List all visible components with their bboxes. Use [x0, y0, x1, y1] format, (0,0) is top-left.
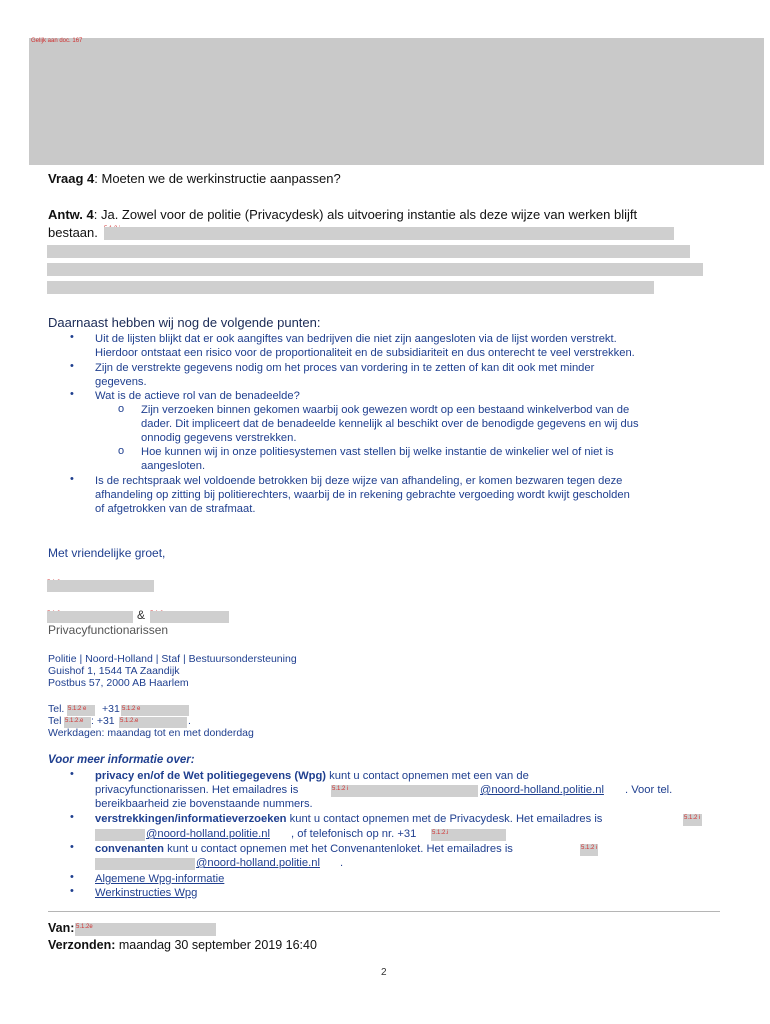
- bullet-3-line-1: Wat is de actieve rol van de benadeelde?: [95, 390, 300, 402]
- sub-bullet-2-line-2: aangesloten.: [141, 460, 206, 472]
- info-b1-line1: [95, 769, 529, 783]
- info-b2-bold: verstrekkingen/informatieverzoeken: [95, 813, 287, 825]
- top-redaction-label: Gelijk aan doc. 167: [31, 38, 83, 44]
- question-label: Vraag 4: [48, 171, 95, 186]
- answer-redaction-2: [47, 245, 690, 258]
- sig-tel2-code2: 5.1.2.e: [120, 718, 139, 724]
- bullet-4-line-1: Is de rechtspraak wel voldoende betrokken bij deze wijze van afhandeling, er komen bezwaren tegen deze: [95, 475, 623, 487]
- sig-role: Privacyfunctionarissen: [48, 623, 169, 637]
- answer-4-line2: bestaan.: [48, 225, 98, 240]
- page-number: 2: [381, 967, 387, 978]
- top-redaction-block: [29, 38, 764, 165]
- bullet-4-line-3: of afgetrokken van de strafmaat.: [95, 503, 256, 515]
- email-sent-label: Verzonden:: [48, 938, 116, 952]
- sub-bullet-circle: o: [118, 403, 125, 415]
- sig-tel1-code2: 5.1.2 e: [122, 706, 141, 712]
- sig-name-redaction: [47, 580, 154, 592]
- info-b1-code: 5.1.2 i: [332, 786, 349, 792]
- info-b2-email-link[interactable]: @noord-holland.politie.nl: [146, 828, 270, 840]
- email-sent: [48, 938, 317, 952]
- wpg-info-link[interactable]: Algemene Wpg-informatie: [95, 873, 225, 885]
- sig-tel2-prefix: : +31: [91, 715, 115, 727]
- answer-text-1: : Ja. Zowel voor de politie (Privacydesk) als uitvoering instantie als deze wijze van werken blijft: [93, 207, 638, 222]
- info-b3-redaction-2: [95, 858, 195, 870]
- answer-label: Antw. 4: [48, 207, 94, 222]
- info-b3-line1: [95, 842, 513, 856]
- sub-bullet-1-line-1: Zijn verzoeken binnen gekomen waarbij ook gewezen wordt op een bestaand winkelverbod van de: [141, 404, 630, 416]
- sig-tel2-code: 5.1.2.e: [65, 718, 84, 724]
- bullet-dot: •: [70, 331, 74, 343]
- sig-tel1-prefix: +31: [102, 703, 120, 715]
- sig-tel1-code: 5.1.2 e: [68, 706, 87, 712]
- info-b2-text: kunt u contact opnemen met de Privacydesk. Het emailadres is: [286, 813, 603, 825]
- sig-org: Politie | Noord-Holland | Staf | Bestuursondersteuning: [48, 653, 297, 665]
- sig-addr1: Guishof 1, 1544 TA Zaandijk: [48, 665, 180, 677]
- bullet-1-line-2: Hierdoor ontstaat een risico voor de proportionaliteit en de subsidiariteit en dus onterecht te veel verstrekken.: [95, 347, 635, 359]
- info-b1-bold: privacy en/of de Wet politiegegevens (Wpg): [95, 770, 327, 782]
- sig-addr2: Postbus 57, 2000 AB Haarlem: [48, 677, 189, 689]
- question-text: : Moeten we de werkinstructie aanpassen?: [94, 171, 341, 186]
- sub-bullet-circle: o: [118, 445, 125, 457]
- answer-redaction-4: [47, 281, 654, 294]
- sub-bullet-2-line-1: Hoe kunnen wij in onze politiesystemen vast stellen bij welke instantie de winkelier wel of niet is: [141, 446, 614, 458]
- bullet-2-line-2: gegevens.: [95, 376, 147, 388]
- info-b1-text: kunt u contact opnemen met een van de: [326, 770, 529, 782]
- bullet-1-line-1: Uit de lijsten blijkt dat er ook aangiftes van bedrijven die niet zijn aangesloten via de lijst worden verstrekt.: [95, 333, 617, 345]
- info-b1-after: . Voor tel.: [625, 784, 673, 796]
- info-b3-after: .: [340, 857, 344, 869]
- bullet-dot: •: [70, 768, 74, 780]
- info-b2-redaction-2: [95, 829, 145, 841]
- sig-person1-redaction: [47, 611, 133, 623]
- info-b3-code: 5.1.2 i: [581, 845, 598, 851]
- closing-greeting: Met vriendelijke groet,: [48, 546, 166, 560]
- intro-text: Daarnaast hebben wij nog de volgende punten:: [48, 315, 321, 330]
- info-b1-line2: privacyfunctionarissen. Het emailadres is: [95, 784, 299, 796]
- sub-bullet-1-line-2: dader. Dit impliceert dat de benadeelde kennelijk al beschikt over de benodigde gegevens en wij dus: [141, 418, 639, 430]
- info-b3-bold: convenanten: [95, 843, 165, 855]
- email-from-code: 5.1.2e: [76, 924, 93, 930]
- sig-tel2-end: .: [188, 715, 191, 727]
- more-info-heading: Voor meer informatie over:: [48, 754, 195, 766]
- answer-redaction-3: [47, 263, 703, 276]
- answer-redaction-1: [104, 227, 674, 240]
- sig-workdays: Werkdagen: maandag tot en met donderdag: [48, 727, 254, 739]
- email-from-redaction: [75, 923, 216, 936]
- bullet-dot: •: [70, 871, 74, 883]
- sig-ampersand: &: [137, 608, 146, 622]
- info-b2-line1: [95, 812, 602, 826]
- info-b1-email-link[interactable]: @noord-holland.politie.nl: [480, 784, 604, 796]
- sub-bullet-1-line-3: onnodig gegevens verstrekken.: [141, 432, 297, 444]
- info-b3-text: kunt u contact opnemen met het Convenantenloket. Het emailadres is: [164, 843, 513, 855]
- info-b1-redaction: [331, 785, 478, 797]
- bullet-dot: •: [70, 885, 74, 897]
- bullet-4-line-2: afhandeling op zitting bij politierechters, waarbij de in rekening gebrachte vergoeding wordt kwijt gescholden: [95, 489, 630, 501]
- bullet-dot: •: [70, 473, 74, 485]
- info-b2-code2: 5.1.2.i: [432, 830, 449, 836]
- sig-tel1-label: Tel.: [48, 703, 65, 715]
- bullet-dot: •: [70, 360, 74, 372]
- bullet-dot: •: [70, 841, 74, 853]
- question-4: [48, 171, 341, 186]
- bullet-dot: •: [70, 388, 74, 400]
- sig-person2-redaction: [150, 611, 229, 623]
- answer-4-line1: [48, 207, 637, 222]
- wpg-instructions-link[interactable]: Werkinstructies Wpg: [95, 887, 198, 899]
- info-b3-email-link[interactable]: @noord-holland.politie.nl: [196, 857, 320, 869]
- sig-tel2-label: Tel: [48, 715, 62, 727]
- info-b2-after: , of telefonisch op nr. +31: [291, 828, 417, 840]
- bullet-2-line-1: Zijn de verstrekte gegevens nodig om het proces van vordering in te zetten of kan dit ook met minder: [95, 362, 595, 374]
- info-b1-line3: bereikbaarheid zie bovenstaande nummers.: [95, 798, 313, 810]
- bullet-dot: •: [70, 811, 74, 823]
- email-from-label: Van:: [48, 921, 75, 935]
- email-separator: [48, 911, 720, 912]
- email-sent-value: maandag 30 september 2019 16:40: [118, 938, 317, 952]
- info-b2-code: 5.1.2 i: [684, 815, 701, 821]
